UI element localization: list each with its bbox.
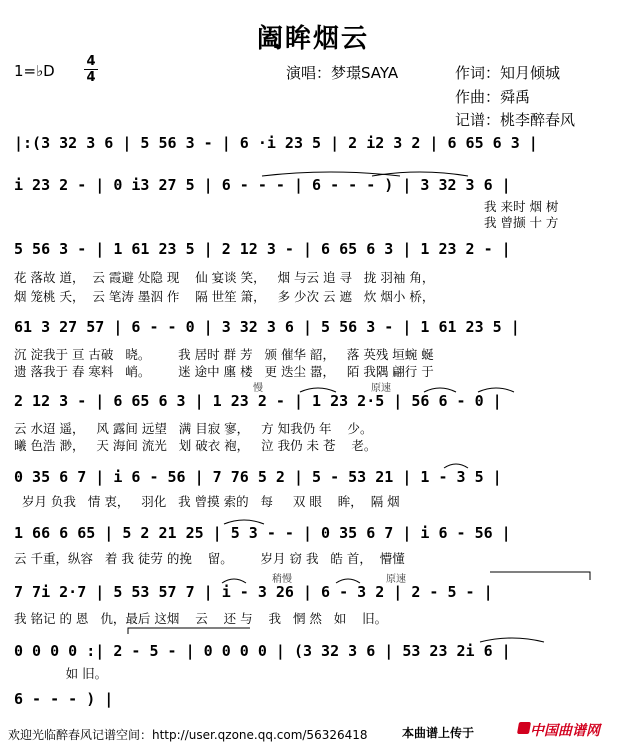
slur-mark <box>224 520 264 524</box>
lyrics-line-5a: 云 水迢 遥， 风 露间 远望 满 目寂 寥， 方 知我仍 年 少。 <box>14 421 373 436</box>
footer-welcome-text: 欢迎光临醉春风记谱空间：http://user.qzone.qq.com/56326418 <box>8 728 368 742</box>
slur-mark <box>480 638 544 642</box>
singer-credit: 演唱：梦璟SAYA <box>286 64 399 82</box>
slur-mark <box>424 388 456 392</box>
score-system-7: 1 66 6 65 | 5 2 21 25 | 5 3 - - | 0 35 6 7 | i 6 - 56 | <box>14 524 511 542</box>
lyrics-line-4a: 沉 淀我于 亘 古破 晓。 我 居时 群 芳 颁 催华 韶， 落 英残 垣蜿 蜒 <box>14 347 434 362</box>
tempo-mark-3: 稍慢 <box>272 574 292 585</box>
site-logo-text: 中国曲谱网 <box>530 723 600 739</box>
score-system-2: i 23 2 - | 0 i3 27 5 | 6 - - - | 6 - - - ) | 3 32 3 6 | <box>14 176 511 194</box>
lyrics-line-4b: 遗 落我于 春 寒料 峭。 迷 途中 廛 楼 更 迭尘 嚣， 陌 我隅 翩行 于 <box>14 364 434 379</box>
volta-2-line <box>128 628 250 634</box>
site-logo-icon <box>517 722 531 734</box>
slur-mark <box>444 464 468 468</box>
footer-upload-text: 本曲谱上传于 <box>402 726 475 740</box>
slur-mark <box>300 388 336 392</box>
slur-mark <box>372 172 468 176</box>
composer-credit: 作曲：舜禹 <box>455 88 531 106</box>
score-system-3: 5 56 3 - | 1 61 23 5 | 2 12 3 - | 6 65 6 3 | 1 23 2 - | <box>14 240 511 258</box>
score-system-6: 0 35 6 7 | i 6 - 56 | 7 76 5 2 | 5 - 53 21 | 1 - 3 5 | <box>14 468 502 486</box>
score-system-8: 7 7i 2·7 | 5 53 57 7 | i - 3 26 | 6 - 3 2 | 2 - 5 - | <box>14 583 493 601</box>
slur-mark <box>336 579 360 583</box>
lyrics-line-2a: 我 来时 烟 树 <box>484 199 559 214</box>
key-signature: 1=♭D <box>14 62 55 80</box>
lyrics-line-7: 云 千重，纵容 着 我 徒劳 的挽 留。 岁月 窃 我 皓 首， 懵懂 <box>14 551 405 566</box>
lyrics-line-6: 岁月 负我 情 衷， 羽化 我 曾摸 索的 每 双 眼 眸， 隔 烟 <box>14 494 400 509</box>
tempo-mark-1: 慢 <box>253 383 263 394</box>
score-system-1: |:(3 32 3 6 | 5 56 3 - | 6 ·i 23 5 | 2 i2 3 2 | 6 65 6 3 | <box>14 134 538 152</box>
lyrics-line-9: 如 旧。 <box>14 666 108 681</box>
lyricist-credit: 作词：知月倾城 <box>455 64 561 82</box>
score-system-10: 6 - - - ) | <box>14 690 114 708</box>
lyrics-line-8: 我 铭记 的 恩 仇，最后 这烟 云 还 与 我 惘 然 如 旧。 <box>14 611 388 626</box>
slur-mark <box>222 579 246 583</box>
score-system-4: 61 3 27 57 | 6 - - 0 | 3 32 3 6 | 5 56 3 - | 1 61 23 5 | <box>14 318 520 336</box>
lyrics-line-5b: 曦 色浩 渺， 天 海间 流光 划 破衣 袍， 泣 我仍 未 苍 老。 <box>14 438 377 453</box>
lyrics-line-3a: 花 落故 道， 云 霞避 处隐 现 仙 宴谈 笑， 烟 与云 追 寻 拢 羽袖 角， <box>14 270 435 285</box>
slur-mark <box>478 388 514 392</box>
song-title: 阖眸烟云 <box>256 24 369 54</box>
tempo-mark-2: 原速 <box>371 383 391 394</box>
notation-credit: 记谱：桃李醉春风 <box>455 111 576 129</box>
meter-top: 4 <box>86 54 96 69</box>
tempo-mark-4: 原速 <box>386 574 406 585</box>
lyrics-line-3b: 烟 笼桃 夭， 云 笔涛 墨泅 作 隔 世笙 箫， 多 少次 云 遮 炊 烟小 桥， <box>14 289 435 304</box>
volta-1-line <box>490 572 590 580</box>
meter-bottom: 4 <box>86 70 96 85</box>
lyrics-line-2b: 我 曾撷 十 方 <box>484 215 559 230</box>
score-system-9: 0 0 0 0 :| 2 - 5 - | 0 0 0 0 | (3 32 3 6 | 53 23 2i 6 | <box>14 642 511 660</box>
score-system-5: 2 12 3 - | 6 65 6 3 | 1 23 2 - | 1 23 2·5 | 56 6 - 0 | <box>14 392 502 410</box>
slur-mark <box>262 172 400 176</box>
